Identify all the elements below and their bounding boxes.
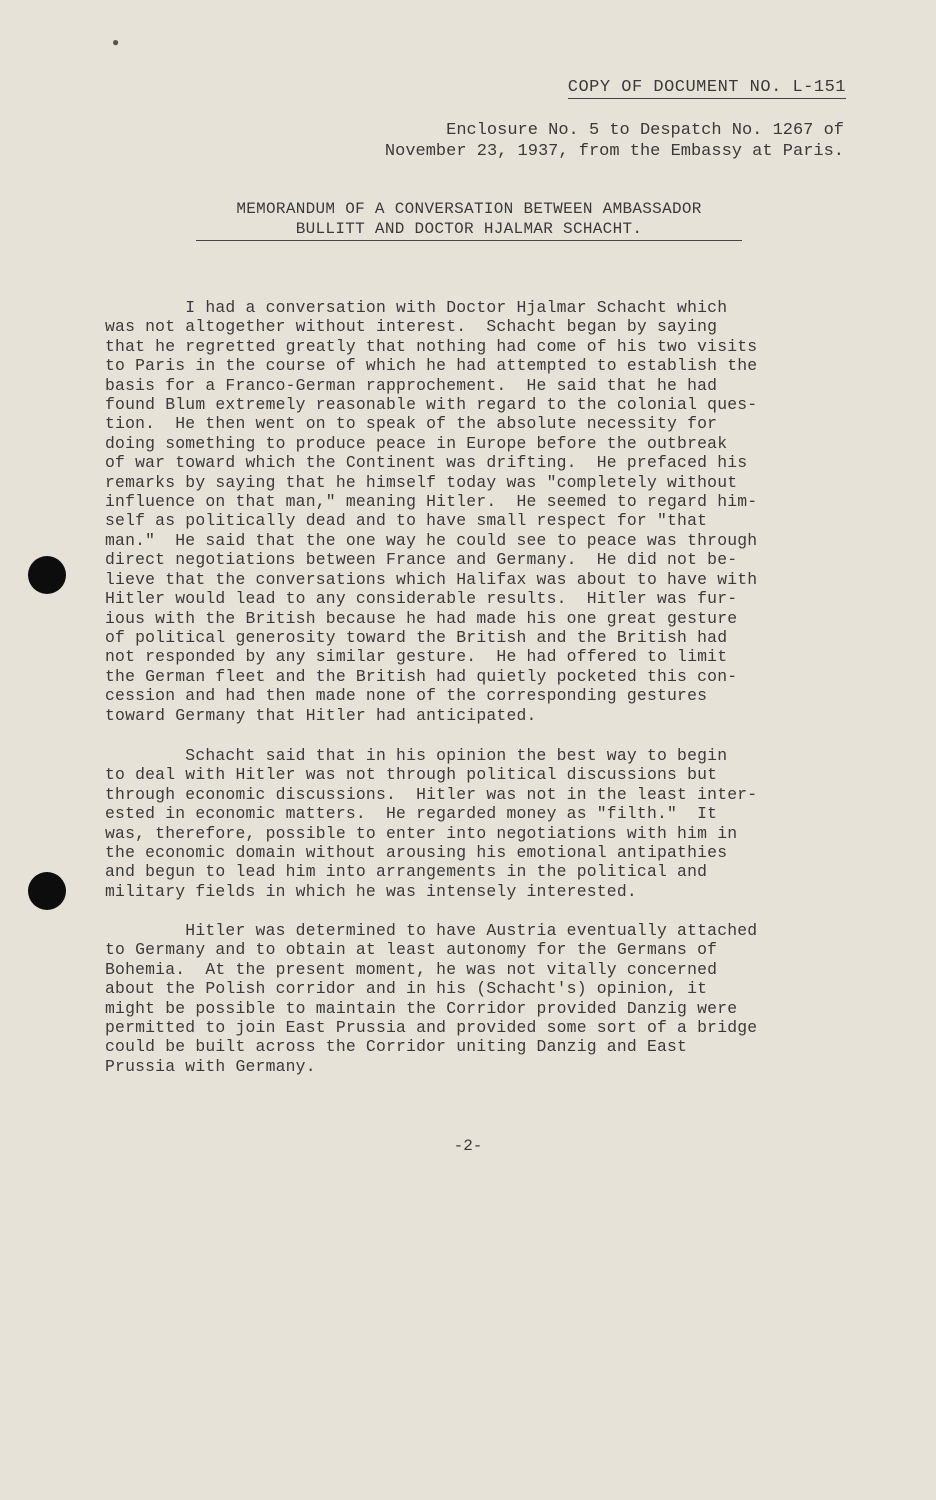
memo-title-line-1: MEMORANDUM OF A CONVERSATION BETWEEN AMBASSADOR: [236, 200, 702, 218]
punch-hole: [28, 556, 66, 594]
ink-mark: ●: [112, 36, 120, 50]
paragraph-2: Schacht said that in his opinion the best way to begin to deal with Hitler was not through political discussions but through economic discussions. Hitler was not in the least inter- ested in economic matters. He regarded money as "filth." It was, therefore, possible to enter into negotiations with him in the economic domain without arousing his emotional antipathies and begun to lead him into arrangements in the political and military fields in which he was intensely interested.: [105, 746, 758, 901]
memo-title-line-2: BULLITT AND DOCTOR HJALMAR SCHACHT.: [295, 220, 643, 238]
paragraph-3: Hitler was determined to have Austria eventually attached to Germany and to obtain at least autonomy for the Germans of Bohemia. At the present moment, he was not vitally concerned about the Polish corridor and in his (Schacht's) opinion, it might be possible to maintain the Corridor provided Danzig were permitted to join East Prussia and provided some sort of a bridge could be built across the Corridor uniting Danzig and East Prussia with Germany.: [105, 921, 758, 1076]
punch-hole: [28, 872, 66, 910]
paragraph-1: I had a conversation with Doctor Hjalmar Schacht which was not altogether without interest. Schacht began by saying that he regretted greatly that nothing had come of his two visits to Paris in the course of which he had attempted to establish the basis for a Franco-German rapprochement. He said that he had found Blum extremely reasonable with regard to the colonial ques- tion. He then went on to speak of the absolute necessity for doing something to produce peace in Europe before the outbreak of war toward which the Continent was drifting. He prefaced his remarks by saying that he himself today was "completely without influence on that man," meaning Hitler. He seemed to regard him- self as politically dead and to have small respect for "that man." He said that the one way he could see to peace was through direct negotiations between France and Germany. He did not be- lieve that the conversations which Halifax was about to have with Hitler would lead to any considerable results. Hitler was fur- ious with the British because he had made his one great gesture of political generosity toward the British and the British had not responded by any similar gesture. He had offered to limit the German fleet and the British had quietly pocketed this con- cession and had then made none of the corresponding gestures toward Germany that Hitler had anticipated.: [105, 298, 758, 725]
page-number: -2-: [453, 1137, 483, 1155]
enclosure-note: Enclosure No. 5 to Despatch No. 1267 of November 23, 1937, from the Embassy at Paris.: [384, 121, 844, 161]
document-number: COPY OF DOCUMENT NO. L-151: [567, 78, 846, 97]
memo-title: [196, 199, 742, 241]
